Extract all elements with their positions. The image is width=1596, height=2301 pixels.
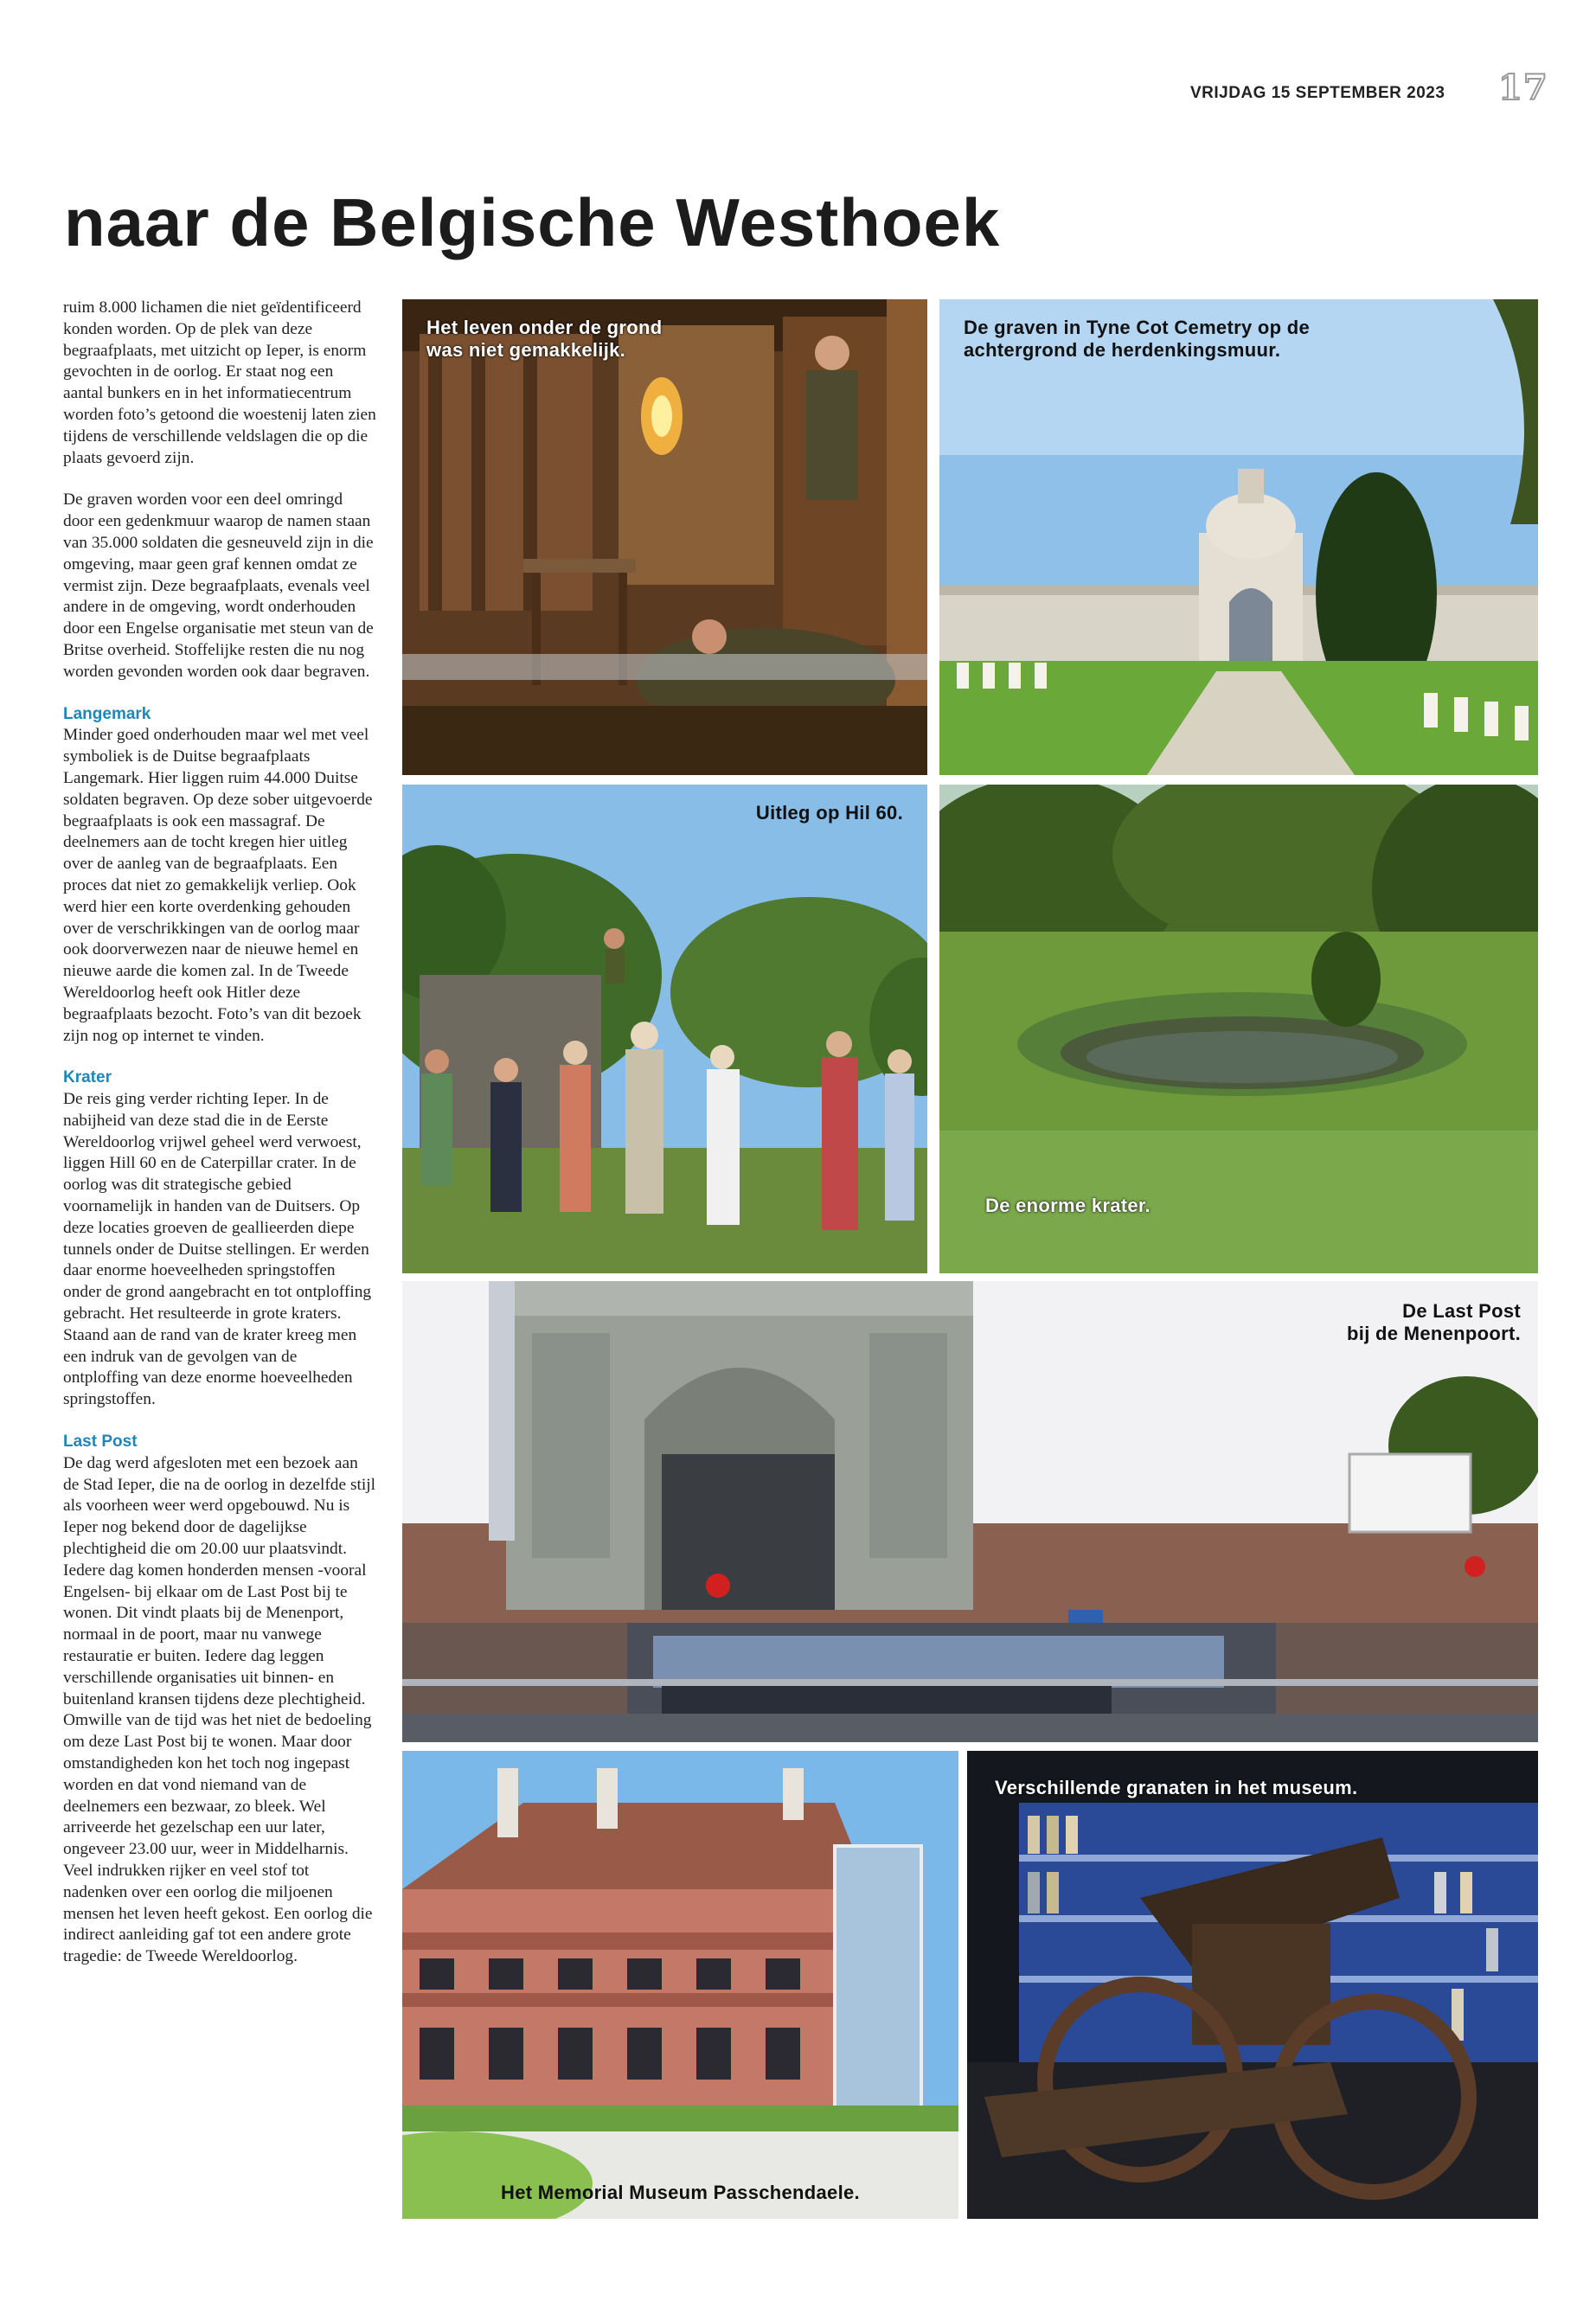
subheading-krater: Krater (63, 1068, 112, 1087)
page-number: 17 (1498, 67, 1548, 108)
caption-trench: Het leven onder de grond was niet gemakkelijk. (426, 317, 663, 361)
article-paragraph: De dag werd afgesloten met een bezoek aan de Stad Ieper, die na de oorlog in dezelfde stijl als voorheen weer werd opgebouwd. Nu is Ieper nog bekend door de dagelijkse plechtigheid die om 20.00 uur plaatsvindt. Iedere dag komen honderden mensen -vooral Engelsen- bij elkaar om de Last Post bij te wonen. Dit vindt plaats bij de Menenport, normaal in de poort, maar nu vanwege restauratie er buiten. Iedere dag leggen verschillende organisaties uit binnen- en buitenland kransen tijdens deze plechtigheid. Omwille van de tijd was het niet de bedoeling om deze Last Post bij te wonen. Maar door omstandigheden kon het toch nog ingepast worden en dat vond niemand van de deelnemers een bezwaar, zo bleek. Wel arriveerde het gezelschap een uur later, ongeveer 23.00 uur, weer in Middelharnis. Veel indrukken rijker en veel stof tot nadenken over een oorlog die miljoenen mensen het leven heeft gekost. Een oorlog die indirect aanleiding gaf tot een andere grote tragedie: de Tweede Wereldoorlog. (63, 1453, 376, 1966)
page-headline: naar de Belgische Westhoek (64, 184, 1001, 260)
photo-crater (939, 785, 1538, 1273)
photo-museum-shells (967, 1751, 1538, 2219)
article-paragraph: De reis ging verder richting Ieper. In de nabijheid van deze stad die in de Eerste Wereldoorlog vrijwel geheel werd verwoest, liggen Hill 60 en de Caterpillar crater. In de oorlog was dit strategische gebied voornamelijk in handen van de Duitsers. Op deze locaties groeven de geallieerden diepe tunnels onder de Duitse stellingen. Er werden daar enorme hoeveelheden springstoffen onder de grond aangebracht en tot ontploffing gebracht. Het resulteerde in grote kraters. Staand aan de rand van de krater kreeg men een indruk van de gevolgen van de ontploffing van deze enorme hoeveelheden springstoffen. (63, 1090, 372, 1409)
article-body (63, 298, 376, 1989)
subheading-langemark: Langemark (63, 704, 151, 723)
caption-hill-60: Uitleg op Hil 60. (755, 802, 903, 824)
photo-memorial-museum (402, 1751, 958, 2219)
photo-tyne-cot (939, 299, 1538, 775)
caption-tyne-cot: De graven in Tyne Cot Cemetry op de achtergrond de herdenkingsmuur. (964, 317, 1311, 361)
subheading-last-post: Last Post (63, 1433, 138, 1452)
photo-last-post (402, 1281, 1538, 1742)
article-paragraph: Minder goed onderhouden maar wel met veel symboliek is de Duitse begraafplaats Langemark. Hier liggen ruim 44.000 Duitse soldaten begraven. Op deze sober uitgevoerde begraafplaats is ook een massagraf. De deelnemers aan de tocht kregen hier uitleg over de aanleg van de begraafplaats. Een proces dat niet zo gemakkelijk verliep. Ook werd hier een korte overdenking gehouden over de verschrikkingen van de oorlog maar ook doorverwezen naar de nieuwe hemel en nieuwe aarde die komen zal. In de Tweede Wereldoorlog heeft ook Hitler deze begraafplaats bezocht. Foto’s van dit bezoek zijn nog op internet te vinden. (63, 726, 373, 1045)
photo-hill-60 (402, 785, 927, 1273)
caption-crater: De enorme krater. (985, 1195, 1151, 1216)
caption-museum-shells: Verschillende granaten in het museum. (995, 1777, 1358, 1798)
photo-trench (402, 299, 927, 775)
caption-memorial-museum: Het Memorial Museum Passchendaele. (501, 2182, 860, 2203)
article-paragraph: ruim 8.000 lichamen die niet geïdentificeerd konden worden. Op de plek van deze begraafplaats, met uitzicht op Ieper, is enorm gevochten in de oorlog. Er staat nog een aantal bunkers en in het informatiecentrum worden foto’s getoond die woestenij laten zien tijdens de verschillende veldslagen die op die plaats gevoerd zijn. (63, 298, 376, 467)
page-date: VRIJDAG 15 SEPTEMBER 2023 (1190, 84, 1445, 102)
caption-last-post: De Last Post bij de Menenpoort. (1347, 1300, 1521, 1344)
article-paragraph: De graven worden voor een deel omringd door een gedenkmuur waarop de namen staan van 35.000 soldaten die gesneuveld zijn in die omgeving, maar geen graf kennen omdat ze vermist zijn. Deze begraafplaats, evenals veel andere in de omgeving, wordt onderhouden door een Engelse organisatie met steun van de Britse overheid. Stoffelijke resten die nu nog worden gevonden worden ook daar begraven. (63, 490, 374, 681)
